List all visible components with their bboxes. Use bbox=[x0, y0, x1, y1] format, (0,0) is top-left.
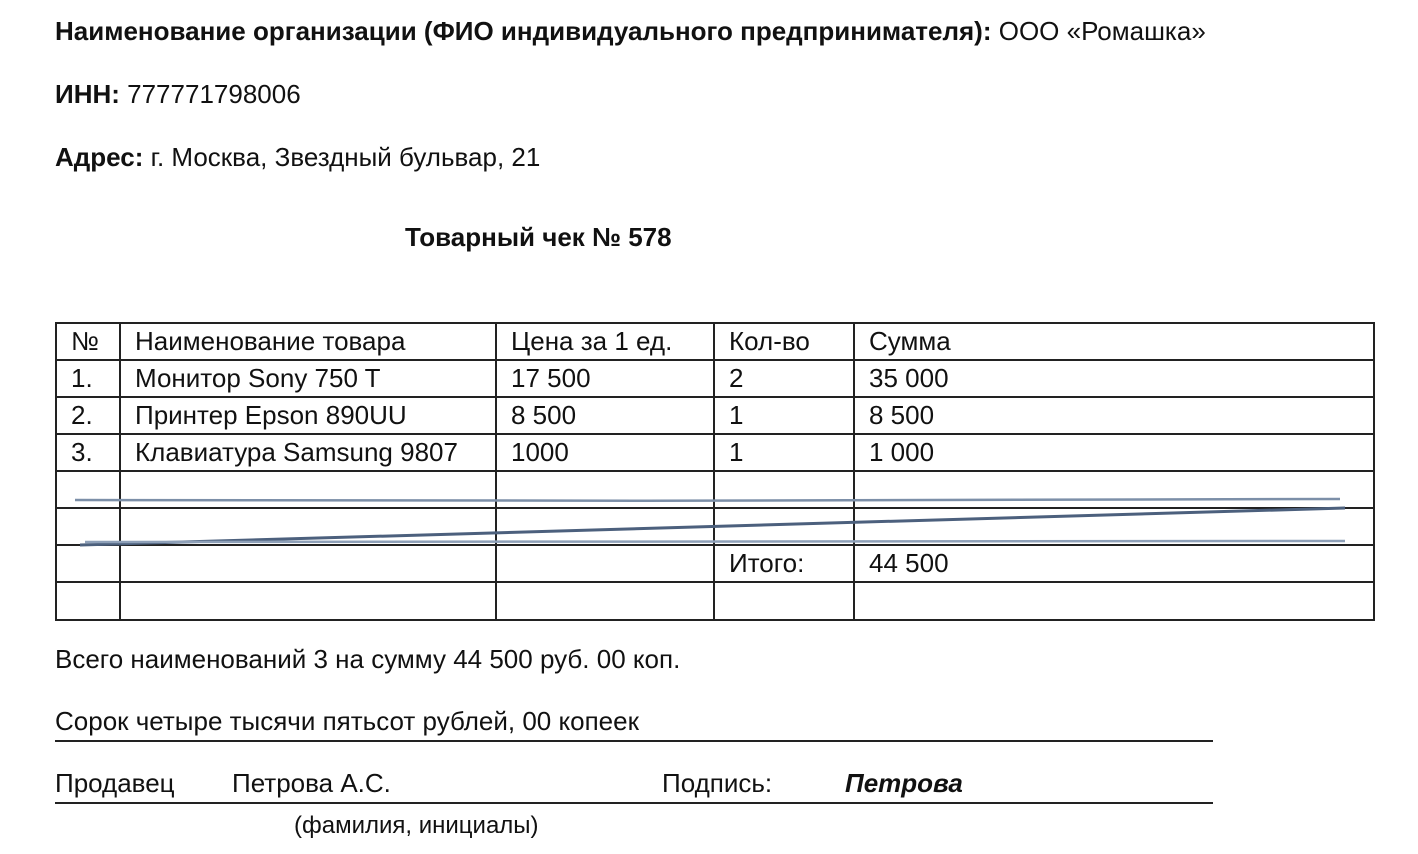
table-row bbox=[56, 434, 1374, 471]
signature-value: Петрова bbox=[845, 768, 963, 798]
table-header-row bbox=[56, 323, 1374, 360]
header-number: № bbox=[56, 323, 120, 360]
signature-line bbox=[55, 768, 1213, 804]
cell-price: 8 500 bbox=[496, 397, 714, 434]
organization-label: Наименование организации (ФИО индивидуального предпринимателя): bbox=[55, 16, 992, 46]
cell-quantity: 1 bbox=[714, 434, 854, 471]
header-quantity: Кол-во bbox=[714, 323, 854, 360]
signature-label: Подпись: bbox=[662, 768, 773, 798]
table-row bbox=[56, 360, 1374, 397]
header-name: Наименование товара bbox=[120, 323, 496, 360]
cell-sum: 35 000 bbox=[854, 360, 1374, 397]
cell-sum: 8 500 bbox=[854, 397, 1374, 434]
inn-label: ИНН: bbox=[55, 79, 120, 109]
name-caption: (фамилия, инициалы) bbox=[294, 812, 539, 839]
header-sum: Сумма bbox=[854, 323, 1374, 360]
cell-quantity: 1 bbox=[714, 397, 854, 434]
total-label: Итого: bbox=[714, 545, 854, 582]
empty-row bbox=[56, 582, 1374, 620]
address-value: г. Москва, Звездный бульвар, 21 bbox=[150, 142, 541, 172]
cell-name: Принтер Epson 890UU bbox=[120, 397, 496, 434]
amount-in-words-line bbox=[55, 706, 1213, 742]
cell-price: 17 500 bbox=[496, 360, 714, 397]
cell-sum: 1 000 bbox=[854, 434, 1374, 471]
cell-name: Клавиатура Samsung 9807 bbox=[120, 434, 496, 471]
seller-name: Петрова А.С. bbox=[232, 768, 391, 798]
cell-number: 2. bbox=[56, 397, 120, 434]
empty-row bbox=[56, 508, 1374, 545]
address-label: Адрес: bbox=[55, 142, 144, 172]
total-value: 44 500 bbox=[854, 545, 1374, 582]
cell-number: 3. bbox=[56, 434, 120, 471]
inn-value: 777771798006 bbox=[127, 79, 301, 109]
address-line bbox=[55, 142, 540, 173]
amount-in-words: Сорок четыре тысячи пятьсот рублей, 00 копеек bbox=[55, 706, 639, 736]
cell-quantity: 2 bbox=[714, 360, 854, 397]
seller-label: Продавец bbox=[55, 768, 175, 798]
cell-price: 1000 bbox=[496, 434, 714, 471]
total-row bbox=[56, 545, 1374, 582]
inn-line bbox=[55, 79, 301, 110]
organization-value: ООО «Ромашка» bbox=[998, 16, 1206, 46]
items-table bbox=[55, 322, 1375, 621]
empty-row bbox=[56, 471, 1374, 508]
summary-line: Всего наименований 3 на сумму 44 500 руб. 00 коп. bbox=[55, 644, 681, 674]
receipt-title: Товарный чек № 578 bbox=[405, 222, 672, 252]
cell-number: 1. bbox=[56, 360, 120, 397]
organization-line bbox=[55, 16, 1206, 47]
cell-name: Монитор Sony 750 T bbox=[120, 360, 496, 397]
table-row bbox=[56, 397, 1374, 434]
header-price: Цена за 1 ед. bbox=[496, 323, 714, 360]
